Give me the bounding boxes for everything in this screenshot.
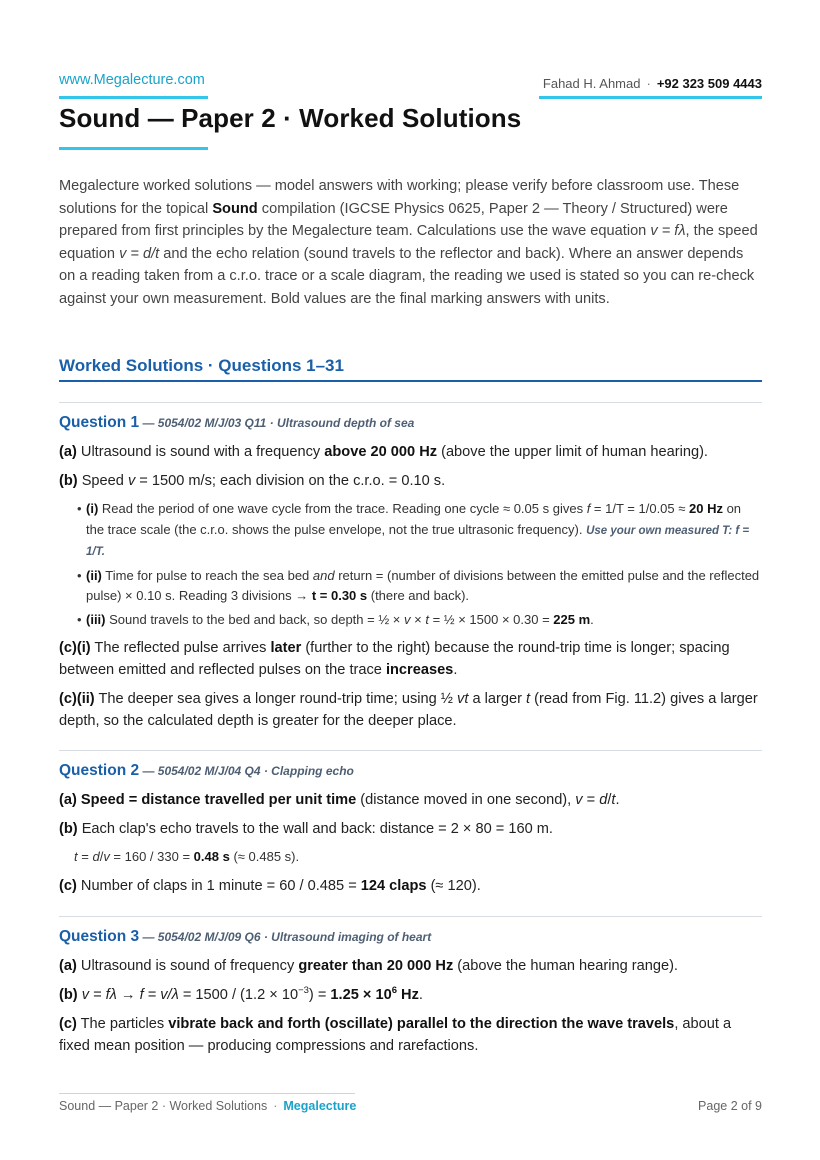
section-title: Worked Solutions · Questions 1–31 (59, 356, 344, 375)
question-3 (59, 916, 762, 1064)
answer-b: (b) $v = f\lambda \to f = v/\lambda = 1500 / (1.2 \times 10^{-3}) = 1.25 \times 10^6$ Hz. (59, 985, 423, 1003)
answer-a: (a) Speed = distance travelled per unit time (distance moved in one second), v = d/t. (59, 792, 620, 808)
question-separator (59, 750, 762, 751)
question-ref: 5054/02 M/J/04 Q4 · Clapping echo (157, 764, 354, 778)
answer-b: (b) Speed v = 1500 m/s; each division on the c.r.o. = 0.10 s. (59, 473, 446, 489)
header-left-rule (59, 96, 208, 99)
question-separator (59, 402, 762, 403)
answer-c-ii: (c)(ii) The deeper sea gives a longer round-trip time; using ½ vt a larger t (read from Fig. 11.2) gives a larger depth, so the calculated depth is greater for the deeper place. (59, 691, 758, 729)
calculation-line: t = d/v = 160 / 330 = 0.48 s (≈ 0.485 s). (74, 849, 300, 864)
question-1 (59, 402, 762, 739)
answer-c: (c) Number of claps in 1 minute = 60 / 0.485 = 124 claps (≈ 120). (59, 878, 481, 894)
tip-note: Use your own measured T: f = 1/T. (86, 524, 750, 558)
site-link[interactable]: www.Megalecture.com (59, 72, 205, 88)
intro-paragraph: Megalecture worked solutions — model answers with working; please verify before classroom use. These solutions for the topical Sound compilation (IGCSE Physics 0625, Paper 2 — Theory / Structured) were prepared from first principles by the Megalecture team. Calculations use the wave equation v = fλ, the speed equation v = d/t and the echo relation (sound travels to the reflector and back). Where an answer depends on a reading taken from a c.r.o. trace or a scale diagram, the reading we used is stated so you can re-check against your own measurement. Bold values are the final marking answers with units. (59, 178, 758, 307)
question-ref: 5054/02 M/J/09 Q6 · Ultrasound imaging of heart (157, 930, 432, 944)
footer-left: Sound — Paper 2 · Worked Solutions · Megalecture (59, 1099, 357, 1113)
answer-b-ii: • (ii) Time for pulse to reach the sea bed and return = (number of divisions between the emitted pulse and the reflected pulse) × 0.10 s. Reading 3 divisions → t = 0.30 s (there and back). (77, 566, 762, 607)
answer-a: (a) Ultrasound is sound with a frequency above 20 000 Hz (above the upper limit of human hearing). (59, 444, 708, 460)
phone-number: +92 323 509 4443 (656, 76, 762, 91)
header-right-rule (539, 96, 762, 99)
section-rule (59, 380, 762, 382)
page (59, 0, 762, 1160)
answer-b-i: • (i) Read the period of one wave cycle from the trace. Reading one cycle ≈ 0.05 s gives f = 1/T = 1/0.05 ≈ 20 Hz on the trace scale (the c.r.o. shows the pulse envelope, not the true ultrasonic frequency). Use your own measured T: f = 1/T. (77, 499, 762, 563)
answer-b: (b) Each clap's echo travels to the wall and back: distance = 2 × 80 = 160 m. (59, 821, 553, 837)
answer-c: (c) The particles vibrate back and forth (oscillate) parallel to the direction the wave travels, about a fixed mean position — producing compressions and rarefactions. (59, 1016, 732, 1054)
title-rule (59, 147, 208, 150)
answer-b-iii: • (iii) Sound travels to the bed and back, so depth = ½ × v × t = ½ × 1500 × 0.30 = 225 m. (77, 610, 762, 631)
question-title: Question 3 — 5054/02 M/J/09 Q6 · Ultrasound imaging of heart (59, 928, 432, 945)
answer-c-i: (c)(i) The reflected pulse arrives later (further to the right) because the round-trip time is longer; spacing between emitted and reflected pulses on the trace increases. (59, 640, 730, 678)
footer-rule (59, 1093, 355, 1094)
footer-brand: Megalecture (283, 1099, 357, 1113)
header-separator: · (646, 76, 651, 91)
page-title: Sound — Paper 2 · Worked Solutions (59, 103, 522, 133)
page-number: Page 2 of 9 (698, 1099, 762, 1113)
answer-a: (a) Ultrasound is sound of frequency greater than 20 000 Hz (above the human hearing range). (59, 958, 678, 974)
question-title: Question 1 — 5054/02 M/J/03 Q11 · Ultrasound depth of sea (59, 414, 415, 431)
question-separator (59, 916, 762, 917)
header-contact (543, 76, 762, 91)
question-2 (59, 750, 762, 904)
footer-doc-title: Sound — Paper 2 · Worked Solutions (59, 1099, 268, 1113)
answer-b-parts (77, 499, 762, 630)
question-ref: 5054/02 M/J/03 Q11 · Ultrasound depth of sea (157, 416, 415, 430)
author-name: Fahad H. Ahmad (542, 76, 641, 91)
question-title: Question 2 — 5054/02 M/J/04 Q4 · Clapping echo (59, 762, 354, 779)
